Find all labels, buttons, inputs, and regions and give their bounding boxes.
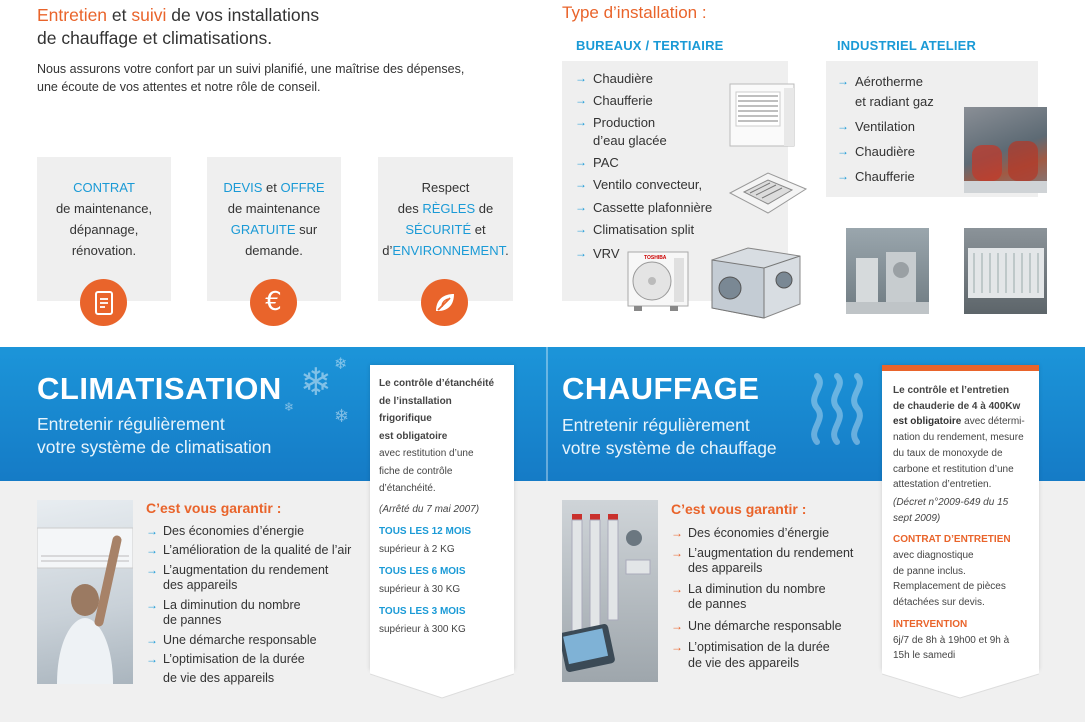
clim-sub-line: Entretenir régulièrement	[37, 414, 225, 434]
card-respect	[378, 157, 513, 301]
period-text: supérieur à 30 KG	[379, 583, 461, 595]
list-item-cont: des appareils	[163, 578, 238, 592]
card-word: DEVIS	[223, 180, 263, 195]
list-item-cont: des appareils	[688, 561, 763, 575]
arrow-icon: →	[146, 543, 158, 557]
list-item: → Production	[575, 115, 656, 130]
info-note: (Décret n°2009-649 du 15	[893, 496, 1009, 508]
contrat-label: CONTRAT D’ENTRETIEN	[893, 534, 1011, 546]
title-line2: de chauffage et climatisations.	[37, 28, 273, 48]
card-line	[378, 198, 513, 219]
arrow-icon: →	[837, 119, 849, 133]
list-item-cont: de pannes	[688, 597, 747, 611]
card-word: OFFRE	[280, 180, 325, 195]
card-word: sur	[295, 222, 318, 237]
chauffage-guarantee-title: C’est vous garantir :	[671, 501, 807, 517]
info-line: carbone et restitution d’une	[893, 463, 1014, 475]
list-item: → Climatisation split	[575, 222, 695, 237]
info-line: détachées sur devis.	[893, 597, 985, 609]
arrow-icon: →	[671, 526, 683, 540]
info-line: frigorifique	[379, 413, 432, 424]
list-item: → Cassette plafonnière	[575, 200, 713, 215]
info-line: 6j/7 de 8h à 19h00 et 9h à	[893, 634, 1010, 646]
intro-text	[37, 60, 517, 96]
info-line	[893, 414, 1028, 430]
list-item: → Une démarche responsable	[671, 619, 842, 633]
clim-guarantee-list	[146, 524, 366, 689]
chauffage-title: CHAUFFAGE	[562, 371, 760, 406]
intro-text-line1: Nous assurons votre confort par un suivi planifié, une maîtrise des dépenses,	[37, 62, 465, 76]
list-item: → L’amélioration de la qualité de l’air	[146, 543, 352, 557]
list-item-cont: de vie des appareils	[688, 656, 800, 670]
list-item: → Ventilo convecteur,	[575, 177, 703, 192]
period-text: supérieur à 2 KG	[379, 543, 455, 555]
chauffage-sub-line: Entretenir régulièrement	[562, 415, 750, 435]
list-item: → La diminution du nombre	[146, 598, 301, 612]
info-line: fiche de contrôle	[379, 465, 453, 477]
clim-info-box	[370, 365, 514, 670]
arrow-icon: →	[146, 598, 158, 612]
arrow-icon: →	[575, 93, 587, 107]
card-line: CONTRAT	[73, 180, 135, 195]
card-word: GRATUITE	[230, 222, 296, 237]
card-line: rénovation.	[71, 243, 137, 258]
arrow-icon: →	[837, 74, 849, 88]
card-word: et	[262, 180, 281, 195]
info-word: avec détermi-	[961, 416, 1025, 428]
list-item: → Des économies d’énergie	[671, 526, 830, 540]
period-label: TOUS LES 3 MOIS	[379, 606, 466, 617]
industriel-list	[837, 74, 967, 191]
card-word: .	[505, 243, 509, 258]
info-note: (Arrêté du 7 mai 2007)	[379, 503, 480, 515]
clim-subtitle	[37, 413, 271, 459]
info-line: attestation d’entretien.	[893, 479, 992, 491]
card-line: de maintenance,	[55, 201, 153, 216]
arrow-icon: →	[837, 144, 849, 158]
title-word-suivi: suivi	[131, 5, 167, 25]
clim-info-chevron	[370, 668, 514, 702]
technician-photo	[37, 500, 133, 684]
arrow-icon: →	[575, 200, 587, 214]
title-word: et	[107, 5, 132, 25]
info-line: de l’installation	[379, 395, 452, 407]
list-item: → Chaufferie	[837, 169, 915, 184]
toshiba-label: TOSHIBA	[644, 255, 667, 261]
euro-icon: €	[250, 279, 297, 326]
list-item: → VRV	[575, 246, 620, 261]
list-item: → L’optimisation de la durée	[671, 640, 830, 654]
bureaux-heading: BUREAUX / TERTIAIRE	[576, 38, 724, 53]
period-label: TOUS LES 12 MOIS	[379, 526, 472, 537]
list-item-cont: de pannes	[163, 613, 222, 627]
info-word: est obligatoire	[893, 416, 962, 428]
title-word: de vos installations	[166, 5, 320, 25]
arrow-icon: →	[146, 563, 158, 577]
leaf-icon	[421, 279, 468, 326]
card-word: SÉCURITÉ	[405, 222, 472, 237]
info-line: est obligatoire	[379, 430, 448, 442]
list-item: → Une démarche responsable	[146, 633, 317, 647]
info-line: avec restitution d’une	[379, 448, 474, 459]
card-contrat	[37, 157, 171, 301]
list-item-cont: de vie des appareils	[163, 671, 275, 685]
cassette-image	[726, 165, 808, 221]
arrow-icon: →	[837, 169, 849, 183]
card-line	[378, 240, 513, 261]
intervention-label: INTERVENTION	[893, 618, 968, 630]
info-line: avec diagnostique	[893, 550, 974, 562]
card-word: des	[397, 201, 423, 216]
arrow-icon: →	[575, 155, 587, 169]
list-item-cont: et radiant gaz	[855, 94, 934, 109]
list-item: → La diminution du nombre	[671, 582, 826, 596]
chauffage-subtitle	[562, 414, 777, 460]
list-item: → Chaufferie	[575, 93, 653, 108]
card-devis	[207, 157, 341, 317]
list-item-cont: d’eau glacée	[593, 133, 667, 148]
chauffage-info-box	[882, 365, 1039, 670]
card-word: et	[471, 222, 486, 237]
arrow-icon: →	[671, 619, 683, 633]
clim-title: CLIMATISATION	[37, 371, 282, 406]
info-note: sept 2009)	[893, 512, 941, 524]
intro-title	[37, 4, 517, 50]
document-icon	[80, 279, 127, 326]
info-line: Le contrôle et l’entretien	[893, 385, 1010, 396]
card-line	[207, 219, 341, 240]
chauffage-guarantee-list	[671, 526, 876, 674]
card-line: dépannage,	[69, 222, 139, 237]
info-line: nation du rendement, mesure	[893, 432, 1024, 444]
heat-waves-icon	[805, 372, 871, 448]
industriel-heading: INDUSTRIEL ATELIER	[837, 38, 977, 53]
chauffage-sub-line: votre système de chauffage	[562, 438, 777, 458]
card-line: Respect	[421, 180, 470, 195]
list-item: → L’optimisation de la durée	[146, 652, 305, 666]
info-line: de chauderie de 4 à 400Kw	[893, 400, 1021, 412]
boiler-room-photo	[964, 107, 1047, 193]
arrow-icon: →	[575, 177, 587, 191]
card-line: demande.	[245, 243, 303, 258]
arrow-icon: →	[575, 71, 587, 85]
list-item: → Chaudière	[575, 71, 653, 86]
arrow-icon: →	[146, 633, 158, 647]
intro-text-line2: une écoute de vos attentes et notre rôle de conseil.	[37, 80, 321, 94]
arrow-icon: →	[671, 546, 683, 560]
arrow-icon: →	[146, 652, 158, 666]
arrow-icon: →	[671, 640, 683, 654]
list-item: → Ventilation	[837, 119, 915, 134]
list-item: → Des économies d’énergie	[146, 524, 305, 538]
info-line: Remplacement de pièces	[893, 581, 1006, 593]
snowflake-icon: ❄ ❄ ❄ ❄	[284, 354, 350, 427]
info-line: du taux de monoxyde de	[893, 447, 1003, 459]
list-item: → L’augmentation du rendement	[671, 546, 854, 560]
chiller-photo	[964, 228, 1047, 314]
pipes-photo	[562, 500, 658, 682]
arrow-icon: →	[575, 222, 587, 236]
card-word: de	[475, 201, 494, 216]
title-word-entretien: Entretien	[37, 5, 108, 25]
vrv-image	[708, 240, 804, 320]
card-line	[207, 177, 341, 198]
split-unit-image	[626, 248, 690, 312]
convector-image	[728, 80, 798, 150]
info-line: de panne inclus.	[893, 565, 966, 577]
clim-guarantee-title: C’est vous garantir :	[146, 500, 282, 516]
info-line: Le contrôle d’étanchéité	[379, 378, 495, 389]
card-word: RÈGLES	[422, 201, 476, 216]
list-item: → L’augmentation du rendement	[146, 563, 329, 577]
info-line: 15h le samedi	[893, 650, 956, 662]
info-line: d’étanchéité.	[379, 483, 436, 494]
chauffage-info-chevron	[882, 668, 1039, 702]
clim-sub-line: votre système de climatisation	[37, 437, 272, 457]
boiler-photo	[846, 228, 929, 314]
arrow-icon: →	[575, 246, 587, 260]
card-word: ENVIRONNEMENT	[392, 243, 506, 258]
period-text: supérieur à 300 KG	[379, 623, 466, 635]
card-word: d’	[382, 243, 393, 258]
list-item: → Aérotherme	[837, 74, 923, 89]
type-title: Type d’installation :	[562, 3, 707, 22]
period-label: TOUS LES 6 MOIS	[379, 566, 466, 577]
arrow-icon: →	[146, 524, 158, 538]
list-item: → Chaudière	[837, 144, 915, 159]
list-item: → PAC	[575, 155, 619, 170]
arrow-icon: →	[575, 115, 587, 129]
card-line	[378, 219, 513, 240]
card-line: de maintenance	[227, 201, 321, 216]
arrow-icon: →	[671, 582, 683, 596]
